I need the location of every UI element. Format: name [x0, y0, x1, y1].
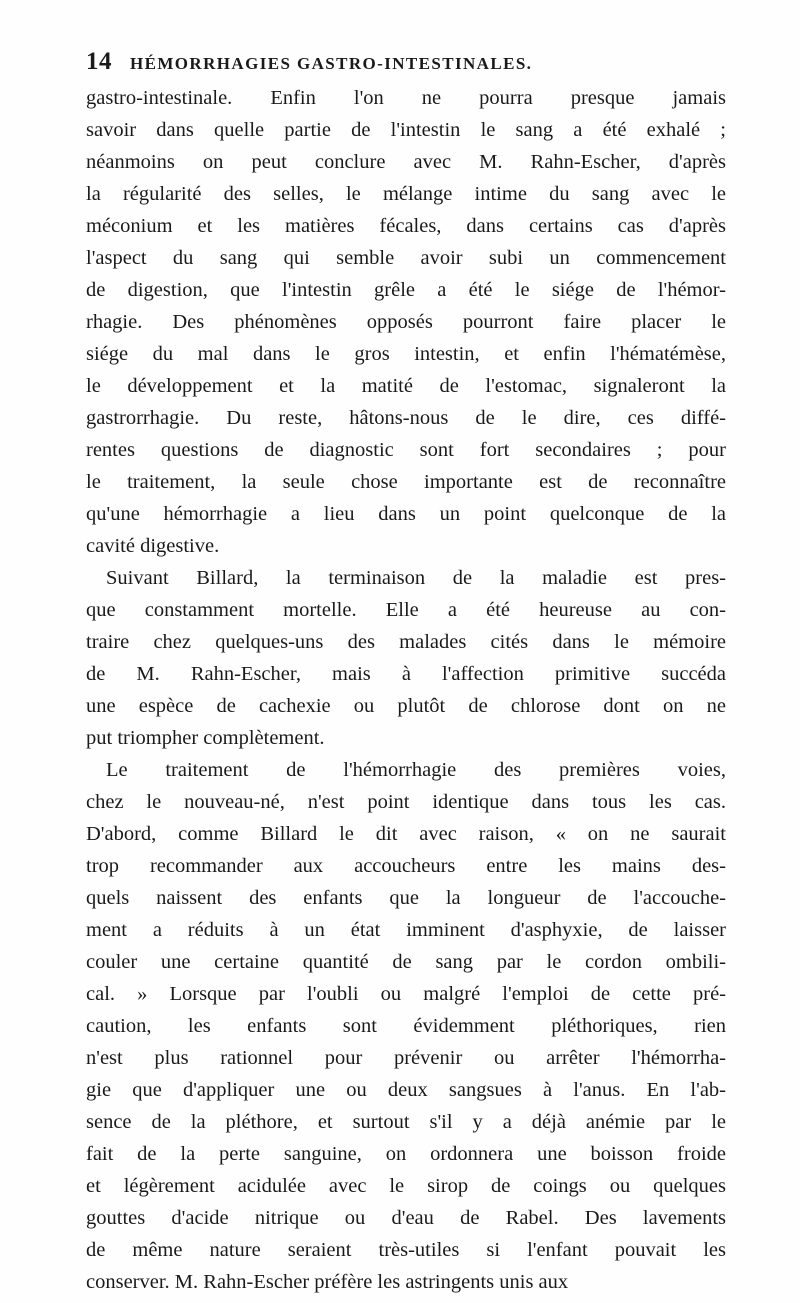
text-line: trop recommander aux accoucheurs entre les mains des-	[86, 855, 726, 877]
text-line: gastrorrhagie. Du reste, hâtons-nous de le dire, ces diffé-	[86, 407, 726, 429]
text-line: la régularité des selles, le mélange intime du sang avec le	[86, 183, 726, 205]
text-line: néanmoins on peut conclure avec M. Rahn-Escher, d'après	[86, 151, 726, 173]
text-line: rentes questions de diagnostic sont fort secondaires ; pour	[86, 439, 726, 461]
text-line: rhagie. Des phénomènes opposés pourront faire placer le	[86, 311, 726, 333]
text-line: l'aspect du sang qui semble avoir subi un commencement	[86, 247, 726, 269]
text-line: que constamment mortelle. Elle a été heureuse au con-	[86, 599, 726, 621]
text-line: siége du mal dans le gros intestin, et enfin l'hématémèse,	[86, 343, 726, 365]
text-line: sence de la pléthore, et surtout s'il y a déjà anémie par le	[86, 1111, 726, 1133]
text-line: le développement et la matité de l'estomac, signaleront la	[86, 375, 726, 397]
text-line: de M. Rahn-Escher, mais à l'affection primitive succéda	[86, 663, 726, 685]
text-line: n'est plus rationnel pour prévenir ou arrêter l'hémorrha-	[86, 1047, 726, 1069]
text-line: conserver. M. Rahn-Escher préfère les astringents unis aux	[86, 1271, 569, 1293]
text-line: de même nature seraient très-utiles si l'enfant pouvait les	[86, 1239, 726, 1261]
text-line: caution, les enfants sont évidemment pléthoriques, rien	[86, 1015, 726, 1037]
text-line: chez le nouveau-né, n'est point identique dans tous les cas.	[86, 791, 726, 813]
page-number: 14	[86, 48, 112, 75]
text-line: savoir dans quelle partie de l'intestin le sang a été exhalé ;	[86, 119, 726, 141]
text-line: et légèrement acidulée avec le sirop de coings ou quelques	[86, 1175, 726, 1197]
page-header	[86, 48, 726, 78]
text-line: cal. » Lorsque par l'oubli ou malgré l'emploi de cette pré-	[86, 983, 726, 1005]
text-line: cavité digestive.	[86, 535, 220, 557]
text-line: ment a réduits à un état imminent d'asphyxie, de laisser	[86, 919, 726, 941]
text-line: fait de la perte sanguine, on ordonnera une boisson froide	[86, 1143, 726, 1165]
text-line: gie que d'appliquer une ou deux sangsues à l'anus. En l'ab-	[86, 1079, 726, 1101]
text-line: de digestion, que l'intestin grêle a été le siége de l'hémor-	[86, 279, 726, 301]
text-line: le traitement, la seule chose importante est de reconnaître	[86, 471, 726, 493]
text-line: méconium et les matières fécales, dans certains cas d'après	[86, 215, 726, 237]
paragraph-start-line: Suivant Billard, la terminaison de la maladie est pres-	[106, 567, 726, 589]
paragraph-start-line: Le traitement de l'hémorrhagie des premières voies,	[106, 759, 726, 781]
text-line: gouttes d'acide nitrique ou d'eau de Rabel. Des lavements	[86, 1207, 726, 1229]
text-line: couler une certaine quantité de sang par le cordon ombili-	[86, 951, 726, 973]
text-line: quels naissent des enfants que la longueur de l'accouche-	[86, 887, 726, 909]
text-line: put triompher complètement.	[86, 727, 325, 749]
body-text	[86, 82, 726, 1298]
running-title: HÉMORRHAGIES GASTRO-INTESTINALES.	[130, 54, 533, 73]
text-line: D'abord, comme Billard le dit avec raison, « on ne saurait	[86, 823, 726, 845]
text-line: traire chez quelques-uns des malades cités dans le mémoire	[86, 631, 726, 653]
text-line: gastro-intestinale. Enfin l'on ne pourra presque jamais	[86, 87, 726, 109]
text-line: une espèce de cachexie ou plutôt de chlorose dont on ne	[86, 695, 726, 717]
text-line: qu'une hémorrhagie a lieu dans un point quelconque de la	[86, 503, 726, 525]
